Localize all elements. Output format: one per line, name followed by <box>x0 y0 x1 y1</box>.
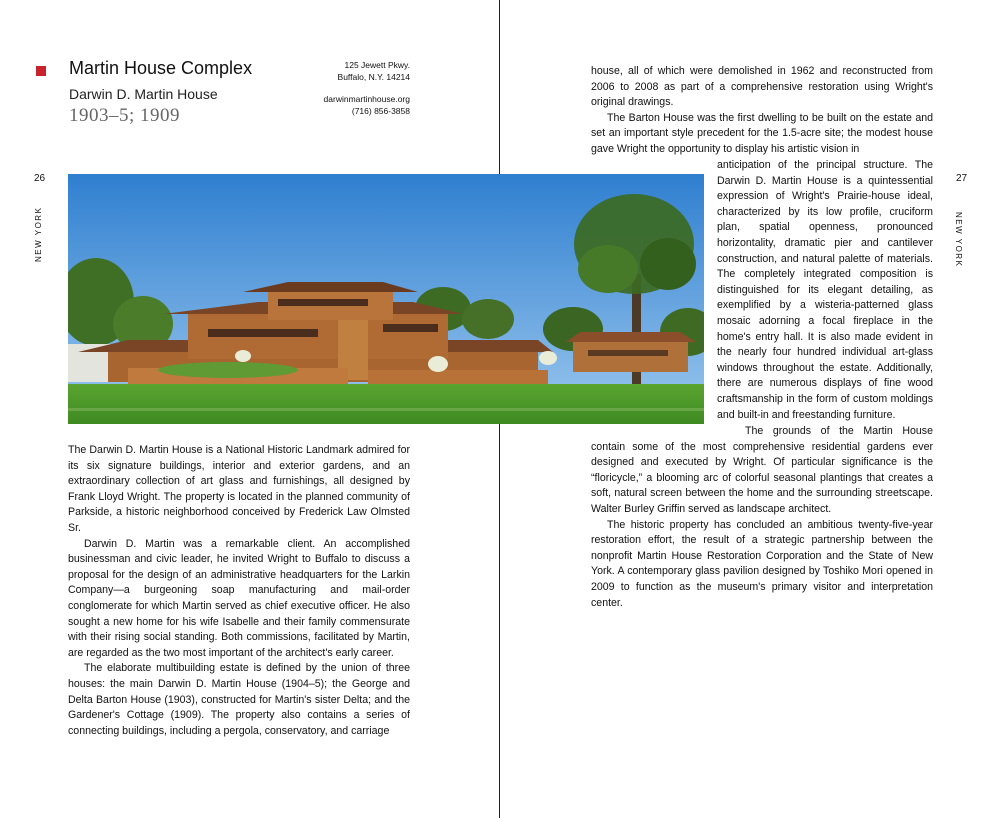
house-photo <box>68 174 704 424</box>
page-number-right: 27 <box>956 173 968 184</box>
running-head-right: NEW YORK <box>954 212 963 268</box>
paragraph: The elaborate multibuilding estate is defined by the union of three houses: the main Darwin D. Martin House (1904–5); the George and Delta Barton House (1903), constructed for Martin's sister Delta; and the Gardener's Cottage (1909). The property also contains a series of connecting buildings, including a pergola, conservatory, and carriage <box>68 662 410 737</box>
paragraph: The Darwin D. Martin House is a National Historic Landmark admired for its six signature buildings, interior and exterior gardens, and an extraordinary collection of art glass and furnishings, all designed by Frank Lloyd Wright. The property is located in the planned community of Parkside, a historic neighborhood conceived by Frederick Law Olmsted Sr. <box>68 444 410 534</box>
paragraph: Darwin D. Martin was a remarkable client. An accomplished businessman and civic leader, he invited Wright to Buffalo to discuss a proposal for the design of an administrative headquarters for the Larkin Company—a burgeoning soap manufacturing and mail-order conglomerate for which Martin served as chief executive officer. He also sought a new home for his wife Isabelle and their family commensurate with their rising social standing. Both commissions, facilitated by Martin, are regarded as the two most important of the architect's early career. <box>68 537 410 659</box>
paragraph: The Barton House was the first dwelling to be built on the estate and set an important style precedent for the 1.5-acre site; the modest house gave Wright the opportunity to display his artistic vision in <box>591 111 933 155</box>
paragraph: The historic property has concluded an ambitious twenty-five-year restoration effort, the result of a strategic partnership between the nonprofit Martin House Restoration Corporation and the State of New York. A contemporary glass pavilion designed by Toshiko Mori opened in 2009 to function as the museum's primary visitor and interpretation center. <box>591 518 933 609</box>
address-block <box>324 59 410 117</box>
entry-years: 1903–5; 1909 <box>69 105 181 126</box>
running-head-left: NEW YORK <box>34 206 43 262</box>
right-text-narrow <box>717 158 933 423</box>
entry-title: Martin House Complex <box>69 58 253 78</box>
website-link[interactable]: darwinmartinhouse.org <box>323 94 410 104</box>
phone-number: (716) 856-3858 <box>351 106 410 116</box>
address-city: Buffalo, N.Y. 14214 <box>337 72 410 82</box>
section-marker <box>36 66 46 76</box>
paragraph: house, all of which were demolished in 1962 and reconstructed from 2006 to 2008 as part of a comprehensive restoration using Wright's original drawings. <box>591 65 933 109</box>
paragraph: The grounds of the Martin House contain some of the most comprehensive residential gardens ever designed and executed by Wright. Of particular significance is the “floricycle,” a blooming arc of colorful seasonal plantings that creates a soft, natural screen between the home and the surrounding streetscape. Walter Burley Griffin served as landscape architect. <box>591 425 933 515</box>
right-text-bottom <box>591 424 933 611</box>
address-street: 125 Jewett Pkwy. <box>344 60 410 70</box>
right-text-top <box>591 64 933 158</box>
left-text-column <box>68 443 410 739</box>
entry-subtitle: Darwin D. Martin House <box>69 86 218 102</box>
paragraph: anticipation of the principal structure. The Darwin D. Martin House is a quintessential expression of Wright's Prairie-house ideal, characterized by its low profile, cruciform plan, spatial openness, pronounced horizontality, dramatic pier and cantilever construction, and natural palette of materials. The completely integrated composition is distinguished for its elegant detailing, as exemplified by a wisteria-patterned glass mosaic adorning a focal fireplace in the home's entry hall. It is also made evident in the nearly four hundred individual art-glass windows throughout the estate. Additionally, there are numerous displays of fine wood craftsmanship in the form of custom moldings and built-in and freestanding furniture. <box>717 159 933 421</box>
page-number-left: 26 <box>34 173 46 184</box>
